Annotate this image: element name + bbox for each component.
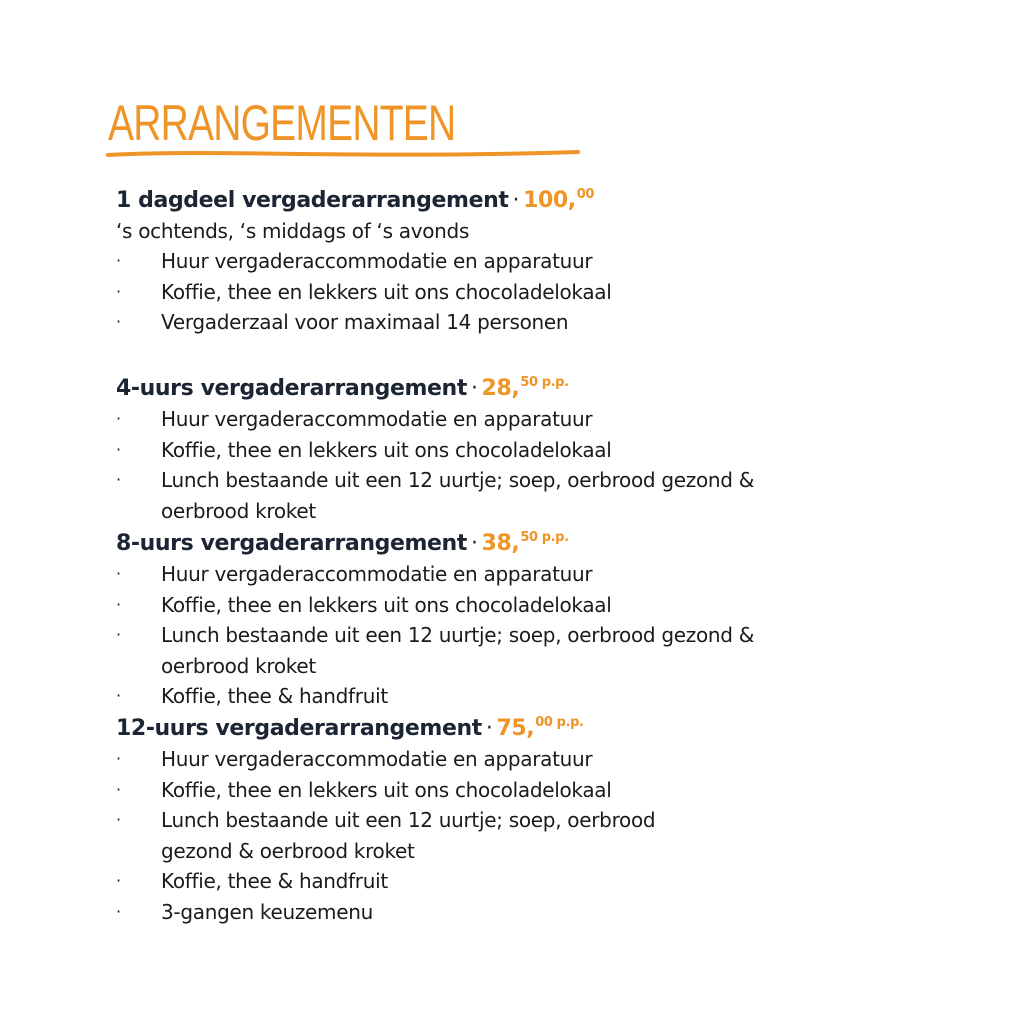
section-title: 8-uurs vergaderarrangement: [116, 531, 467, 556]
price-decimals: 50 p.p.: [520, 375, 569, 390]
list-item: [116, 246, 976, 277]
section-1-dagdeel: [116, 180, 976, 338]
list-item-text: Huur vergaderaccommodatie en apparatuur: [161, 407, 593, 431]
list-item: [116, 277, 976, 308]
list-item-text: oerbrood kroket: [161, 653, 316, 678]
list-item-text: Huur vergaderaccommodatie en apparatuur: [161, 747, 593, 771]
list-item-text: Koffie, thee & handfruit: [161, 684, 388, 708]
list-item-text: 3-gangen keuzemenu: [161, 899, 373, 924]
section-heading: [116, 180, 976, 216]
section-title: 1 dagdeel vergaderarrangement: [116, 188, 509, 213]
price: 75,: [496, 716, 535, 741]
list-item: [116, 404, 976, 435]
page-title: ARRANGEMENTEN: [108, 95, 456, 151]
bullet-icon: ·: [116, 439, 121, 459]
bullet-icon: ·: [116, 251, 121, 270]
price-decimals: 00 p.p.: [535, 715, 584, 730]
list-item-text: Vergaderzaal voor maximaal 14 personen: [161, 310, 569, 334]
bullet-icon: ·: [116, 470, 121, 489]
list-item-text: Lunch bestaande uit een 12 uurtje; soep, oerbrood gezond &: [161, 623, 755, 647]
title-underline: [104, 146, 584, 162]
bullet-icon: ·: [116, 594, 121, 614]
bullet-icon: ·: [116, 901, 121, 921]
list-item: [116, 559, 976, 590]
bullet-icon: ·: [116, 810, 121, 829]
list-item: [116, 744, 976, 775]
item-list: [116, 744, 976, 927]
list-item: [116, 866, 976, 897]
list-item: [116, 681, 976, 712]
item-list: [116, 559, 976, 712]
separator-dot: ·: [485, 716, 493, 741]
list-item: [116, 897, 976, 928]
price: 38,: [481, 531, 520, 556]
price-decimals: 00: [576, 187, 595, 202]
item-list: [116, 404, 976, 526]
price-decimals: 50 p.p.: [520, 530, 569, 545]
section-4-uurs: [116, 368, 976, 526]
section-title: 4-uurs vergaderarrangement: [116, 376, 467, 401]
separator-dot: ·: [512, 188, 520, 213]
price: 100,: [523, 188, 576, 213]
bullet-icon: ·: [116, 779, 121, 799]
list-item: [116, 307, 976, 338]
list-item-text: Huur vergaderaccommodatie en apparatuur: [161, 562, 593, 586]
list-item-text: Lunch bestaande uit een 12 uurtje; soep, oerbrood gezond &: [161, 468, 755, 492]
list-item: [116, 775, 976, 806]
list-item-text: Koffie, thee en lekkers uit ons chocoladelokaal: [161, 777, 612, 802]
list-item-text: oerbrood kroket: [161, 498, 316, 523]
list-item: [116, 465, 976, 526]
list-item-text: Koffie, thee en lekkers uit ons chocoladelokaal: [161, 279, 612, 304]
list-item: [116, 435, 976, 466]
list-item-text: gezond & oerbrood kroket: [161, 838, 415, 863]
bullet-icon: ·: [116, 686, 121, 705]
list-item-text: Lunch bestaande uit een 12 uurtje; soep, oerbrood: [161, 808, 656, 832]
list-item-text: Koffie, thee en lekkers uit ons chocoladelokaal: [161, 437, 612, 462]
section-heading: [116, 708, 976, 744]
price: 28,: [481, 376, 520, 401]
bullet-icon: ·: [116, 871, 121, 890]
section-heading: [116, 368, 976, 404]
list-item-text: Huur vergaderaccommodatie en apparatuur: [161, 249, 593, 273]
separator-dot: ·: [470, 376, 478, 401]
separator-dot: ·: [470, 531, 478, 556]
bullet-icon: ·: [116, 564, 121, 583]
list-item: [116, 590, 976, 621]
bullet-icon: ·: [116, 409, 121, 428]
bullet-icon: ·: [116, 312, 121, 331]
list-item: [116, 620, 976, 681]
item-list: [116, 246, 976, 338]
bullet-icon: ·: [116, 281, 121, 301]
bullet-icon: ·: [116, 749, 121, 768]
section-12-uurs: [116, 708, 976, 927]
bullet-icon: ·: [116, 625, 121, 644]
list-item-text: Koffie, thee en lekkers uit ons chocoladelokaal: [161, 592, 612, 617]
section-subtitle: ‘s ochtends, ‘s middags of ‘s avonds: [116, 219, 470, 243]
list-item: [116, 805, 976, 866]
section-title: 12-uurs vergaderarrangement: [116, 716, 482, 741]
section-8-uurs: [116, 523, 976, 712]
list-item-text: Koffie, thee & handfruit: [161, 869, 388, 893]
section-heading: [116, 523, 976, 559]
